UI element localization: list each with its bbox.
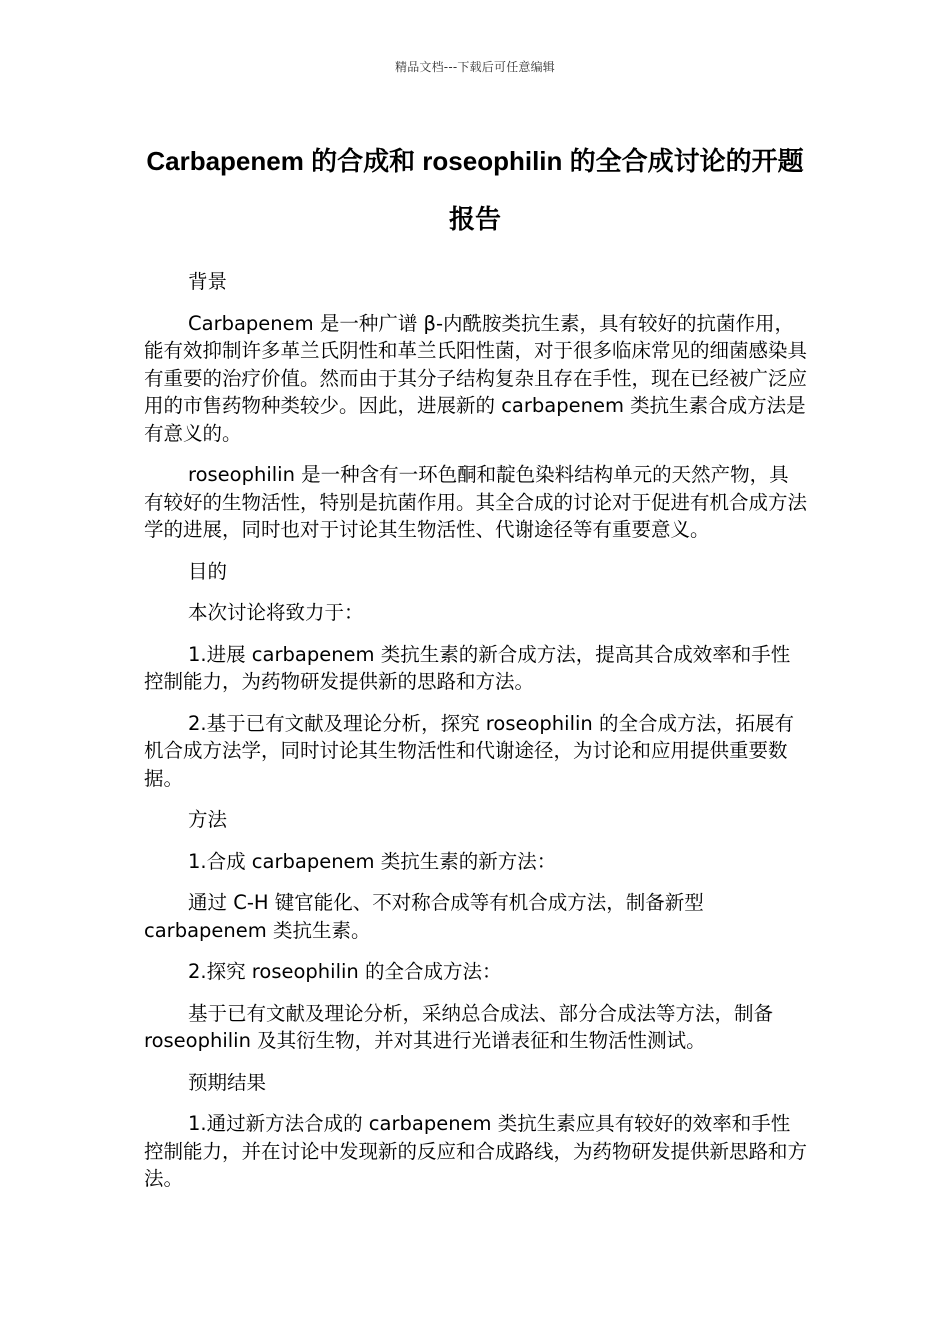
document-title: Carbapenem 的合成和 roseophilin 的全合成讨论的开题报告 — [146, 146, 804, 234]
method-item-1-detail: 通过 C-H 键官能化、不对称合成等有机合成方法，制备新型 carbapenem 类抗生素。 — [144, 891, 704, 942]
header-note: 精品文档---下载后可任意编辑 — [395, 60, 555, 74]
purpose-item-2: 2.基于已有文献及理论分析，探究 roseophilin 的全合成方法，拓展有机合成方法学，同时讨论其生物活性和代谢途径，为讨论和应用提供重要数据。 — [144, 711, 794, 790]
section-heading-methods: 方法 — [188, 808, 228, 831]
document-body — [144, 268, 808, 1207]
section-heading-purpose: 目的 — [188, 559, 228, 583]
method-item-2-detail: 基于已有文献及理论分析，采纳总合成法、部分合成法等方法，制备 roseophilin 及其衍生物，并对其进行光谱表征和生物活性测试。 — [144, 1001, 774, 1052]
method-item-1-heading: 1.合成 carbapenem 类抗生素的新方法： — [188, 849, 557, 873]
paragraph-purpose-intro: 本次讨论将致力于： — [188, 601, 364, 624]
purpose-item-1: 1.进展 carbapenem 类抗生素的新合成方法，提高其合成效率和手性控制能力，为药物研发提供新的思路和方法。 — [144, 642, 791, 693]
paragraph-roseophilin-background: roseophilin 是一种含有一环色酮和靛色染料结构单元的天然产物，具有较好的生物活性，特别是抗菌作用。其全合成的讨论对于促进有机合成方法学的进展，同时也对于讨论其生物活性、代谢途径等有重要意义。 — [144, 463, 808, 541]
paragraph-carbapenem-background: Carbapenem 是一种广谱 β-内酰胺类抗生素，具有较好的抗菌作用，能有效抑制许多革兰氏阴性和革兰氏阳性菌，对于很多临床常见的细菌感染具有重要的治疗价值。然而由于其分子结构复杂且存在手性，现在已经被广泛应用的市售药物种类较少。因此，进展新的 carbapenem 类抗生素合成方法是有意义的。 — [144, 311, 808, 445]
section-heading-expected-results: 预期结果 — [188, 1070, 267, 1094]
section-heading-background: 背景 — [188, 270, 228, 293]
expected-result-item-1: 1.通过新方法合成的 carbapenem 类抗生素应具有较好的效率和手性控制能力，并在讨论中发现新的反应和合成路线，为药物研发提供新思路和方法。 — [144, 1112, 808, 1190]
method-item-2-heading: 2.探究 roseophilin 的全合成方法： — [188, 960, 502, 983]
